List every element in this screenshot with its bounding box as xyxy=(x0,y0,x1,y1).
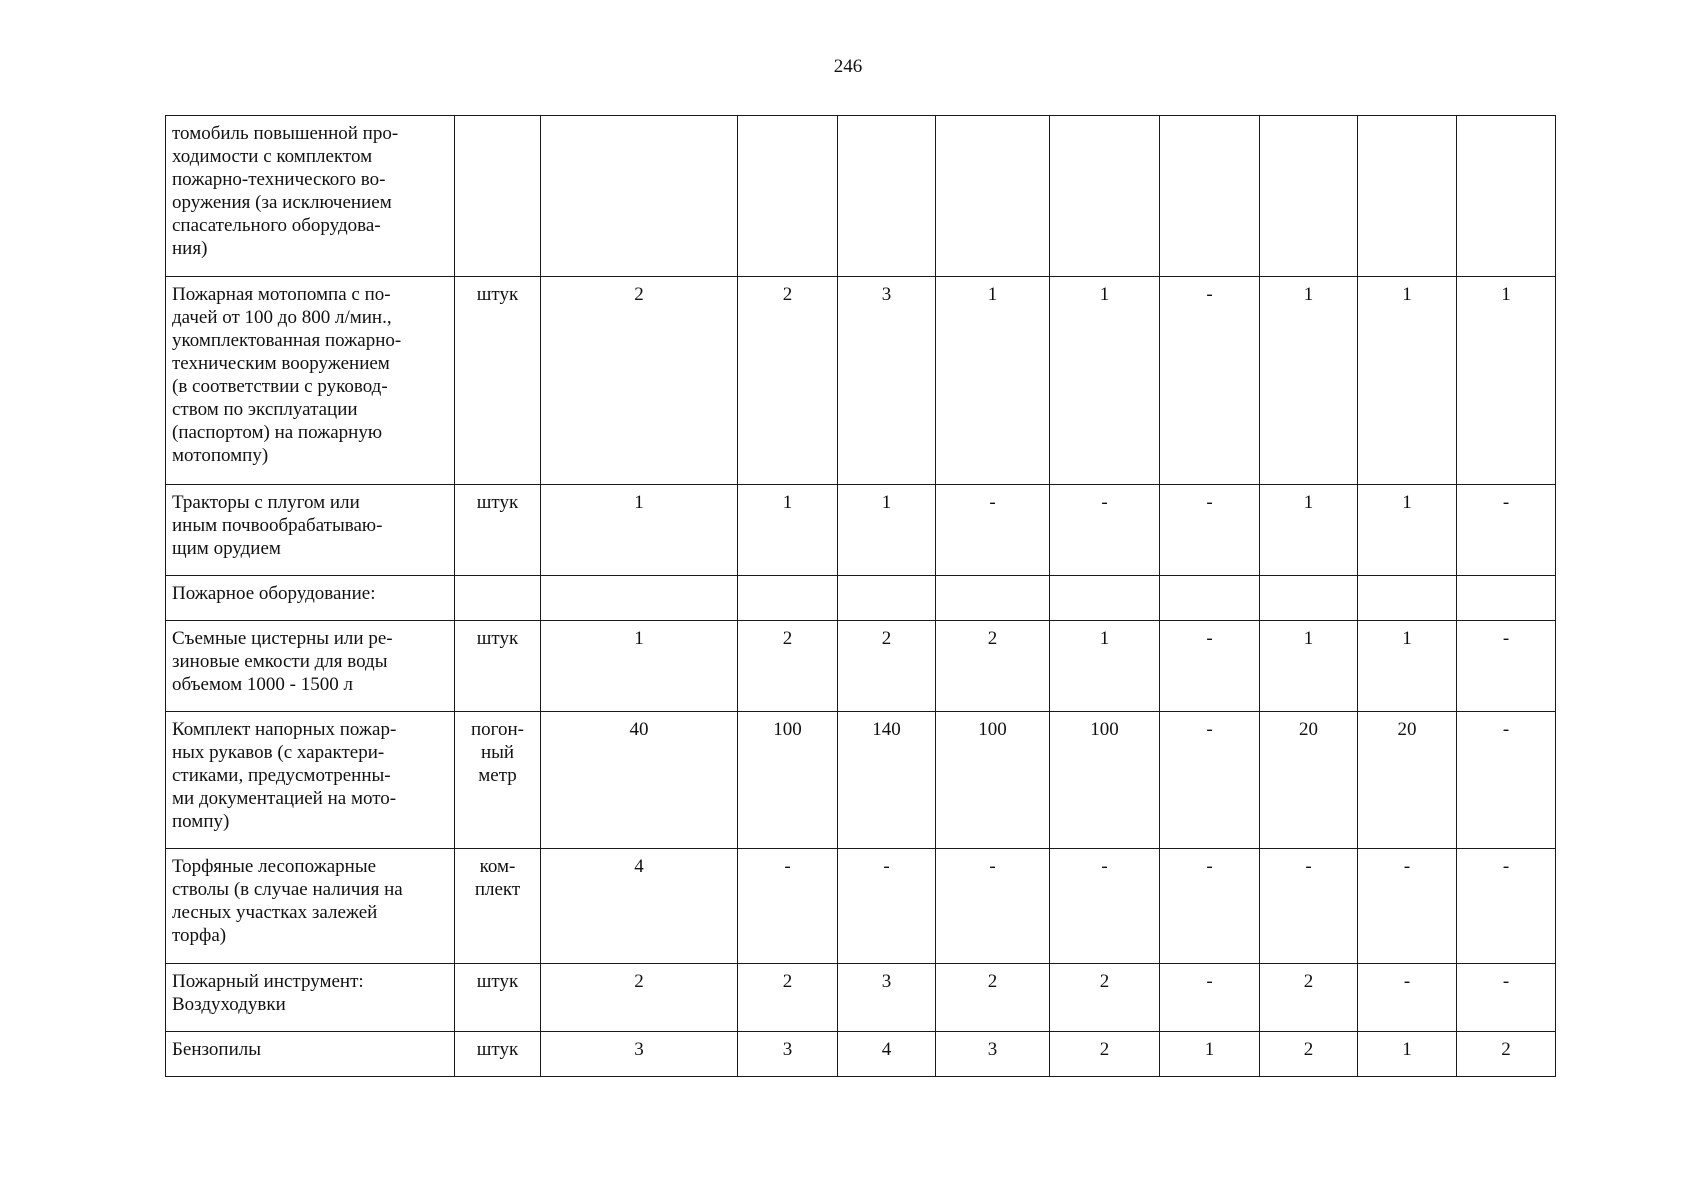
value-text: 2 xyxy=(1501,1039,1511,1060)
value-text: 2 xyxy=(782,628,793,649)
value-cell xyxy=(1457,1032,1556,1077)
value-cell xyxy=(1050,277,1160,485)
value-cell xyxy=(1160,485,1260,576)
value-text: 3 xyxy=(782,1039,793,1060)
value-text: - xyxy=(1502,492,1510,513)
value-text: 2 xyxy=(1099,971,1110,992)
value-cell xyxy=(838,849,936,964)
value-cell xyxy=(1160,849,1260,964)
value-cell xyxy=(738,964,838,1032)
value-text: 1 xyxy=(1204,1039,1215,1060)
value-cell xyxy=(541,1032,738,1077)
value-cell xyxy=(541,621,738,712)
table-row xyxy=(166,621,1556,712)
value-cell xyxy=(1260,964,1358,1032)
value-cell xyxy=(1358,621,1457,712)
value-cell xyxy=(936,485,1050,576)
value-cell xyxy=(838,576,936,621)
value-text: - xyxy=(1403,971,1411,992)
value-text: - xyxy=(989,492,996,513)
value-cell xyxy=(838,1032,936,1077)
value-text: - xyxy=(1206,628,1213,649)
value-cell xyxy=(1457,621,1556,712)
value-cell xyxy=(1457,116,1556,277)
value-text: 20 xyxy=(1299,719,1318,740)
table-row xyxy=(166,277,1556,485)
item-name: Бензопилы xyxy=(172,1039,261,1060)
value-cell xyxy=(738,1032,838,1077)
value-text: - xyxy=(1502,628,1510,649)
value-text: - xyxy=(1206,971,1213,992)
value-text: 2 xyxy=(987,628,998,649)
value-text: 3 xyxy=(634,1039,644,1060)
unit-label: штук xyxy=(476,284,519,305)
value-cell xyxy=(1457,964,1556,1032)
value-cell xyxy=(1050,485,1160,576)
value-cell xyxy=(738,485,838,576)
value-text: 20 xyxy=(1397,719,1417,740)
value-cell xyxy=(936,1032,1050,1077)
value-text: 2 xyxy=(1303,971,1314,992)
value-cell xyxy=(838,116,936,277)
value-text: - xyxy=(1206,719,1213,740)
value-cell xyxy=(1050,621,1160,712)
table-row xyxy=(166,964,1556,1032)
value-text: - xyxy=(1502,719,1510,740)
value-text: 1 xyxy=(881,492,892,513)
value-text: - xyxy=(1305,856,1312,877)
value-text: 1 xyxy=(987,284,998,305)
value-cell xyxy=(1160,1032,1260,1077)
value-cell xyxy=(541,116,738,277)
value-cell xyxy=(738,116,838,277)
item-name-cell xyxy=(166,964,455,1032)
value-cell xyxy=(1457,485,1556,576)
unit-label: ком- плект xyxy=(474,856,521,900)
table-row xyxy=(166,1032,1556,1077)
table-row xyxy=(166,849,1556,964)
value-cell xyxy=(1050,1032,1160,1077)
value-cell xyxy=(1050,849,1160,964)
unit-cell xyxy=(455,576,541,621)
unit-cell xyxy=(455,964,541,1032)
value-cell xyxy=(1050,712,1160,849)
unit-cell xyxy=(455,116,541,277)
item-name-cell xyxy=(166,277,455,485)
value-cell xyxy=(1260,621,1358,712)
unit-label: штук xyxy=(476,492,519,513)
value-cell xyxy=(936,712,1050,849)
value-cell xyxy=(1160,621,1260,712)
value-text: 1 xyxy=(634,492,644,513)
value-cell xyxy=(838,964,936,1032)
value-cell xyxy=(1160,116,1260,277)
value-text: 3 xyxy=(881,284,892,305)
page-number: 246 xyxy=(833,56,863,77)
value-cell xyxy=(541,485,738,576)
value-text: 2 xyxy=(634,971,644,992)
unit-cell xyxy=(455,621,541,712)
value-text: - xyxy=(1101,492,1108,513)
value-text: 1 xyxy=(1303,492,1314,513)
unit-cell xyxy=(455,849,541,964)
value-cell xyxy=(1050,964,1160,1032)
value-text: - xyxy=(883,856,890,877)
value-cell xyxy=(838,621,936,712)
value-text: 2 xyxy=(987,971,998,992)
value-text: - xyxy=(1502,971,1510,992)
value-cell xyxy=(1260,1032,1358,1077)
value-text: 3 xyxy=(987,1039,998,1060)
value-text: 4 xyxy=(634,856,644,877)
value-cell xyxy=(738,849,838,964)
value-cell xyxy=(1160,712,1260,849)
item-name-cell xyxy=(166,1032,455,1077)
value-cell xyxy=(1358,712,1457,849)
table-row xyxy=(166,712,1556,849)
value-text: - xyxy=(1502,856,1510,877)
value-text: 1 xyxy=(1402,492,1412,513)
value-text: 140 xyxy=(872,719,901,740)
value-cell xyxy=(838,712,936,849)
value-cell xyxy=(541,849,738,964)
value-text: 3 xyxy=(881,971,892,992)
value-cell xyxy=(1358,485,1457,576)
value-text: 1 xyxy=(1303,284,1314,305)
value-cell xyxy=(1260,576,1358,621)
unit-label: штук xyxy=(476,971,519,992)
value-text: - xyxy=(1206,284,1213,305)
unit-label: погон- ный метр xyxy=(471,719,524,786)
value-cell xyxy=(1050,576,1160,621)
value-cell xyxy=(541,277,738,485)
value-cell xyxy=(1050,116,1160,277)
item-name-cell xyxy=(166,485,455,576)
unit-cell xyxy=(455,277,541,485)
value-text: 2 xyxy=(782,284,793,305)
value-text: 2 xyxy=(634,284,644,305)
value-text: 100 xyxy=(978,719,1007,740)
value-cell xyxy=(936,849,1050,964)
item-name: Пожарное оборудование: xyxy=(172,583,376,604)
item-name-cell xyxy=(166,712,455,849)
item-name-cell xyxy=(166,576,455,621)
item-name: Пожарный инструмент: Воздуходувки xyxy=(172,971,364,1015)
item-name: Тракторы с плугом или иным почвообрабатываю- щим орудием xyxy=(172,492,383,559)
unit-label: штук xyxy=(476,1039,519,1060)
value-cell xyxy=(1358,576,1457,621)
value-text: - xyxy=(1403,856,1411,877)
item-name-cell xyxy=(166,849,455,964)
value-text: 1 xyxy=(634,628,644,649)
table-body xyxy=(166,116,1556,1077)
value-text: 4 xyxy=(881,1039,892,1060)
value-cell xyxy=(1160,964,1260,1032)
value-text: 1 xyxy=(1402,284,1412,305)
value-cell xyxy=(1457,277,1556,485)
value-cell xyxy=(1160,576,1260,621)
value-text: - xyxy=(989,856,996,877)
item-name: Пожарная мотопомпа с по- дачей от 100 до 800 л/мин., укомплектованная пожарно- техническим вооружением (в соответствии с руковод- ством по эксплуатации (паспортом) на пожарную мотопомпу) xyxy=(172,284,402,466)
value-cell xyxy=(738,621,838,712)
value-cell xyxy=(1260,485,1358,576)
value-cell xyxy=(936,621,1050,712)
value-cell xyxy=(936,277,1050,485)
value-cell xyxy=(1160,277,1260,485)
value-text: 1 xyxy=(1402,1039,1412,1060)
value-cell xyxy=(541,712,738,849)
item-name: Комплект напорных пожар- ных рукавов (с характери- стиками, предусмотренны- ми документацией на мото- помпу) xyxy=(172,719,397,832)
value-text: 1 xyxy=(782,492,793,513)
item-name: Съемные цистерны или ре- зиновые емкости для воды объемом 1000 - 1500 л xyxy=(172,628,393,695)
value-cell xyxy=(1260,116,1358,277)
value-text: 1 xyxy=(1501,284,1511,305)
value-text: 1 xyxy=(1303,628,1314,649)
value-cell xyxy=(738,277,838,485)
equipment-table xyxy=(165,115,1556,1077)
value-text: 2 xyxy=(881,628,892,649)
value-cell xyxy=(1260,849,1358,964)
unit-cell xyxy=(455,485,541,576)
value-text: - xyxy=(1101,856,1108,877)
value-text: 100 xyxy=(773,719,802,740)
unit-cell xyxy=(455,712,541,849)
value-cell xyxy=(1358,849,1457,964)
value-text: - xyxy=(784,856,791,877)
value-cell xyxy=(1260,712,1358,849)
value-cell xyxy=(1457,576,1556,621)
value-cell xyxy=(1457,849,1556,964)
value-cell xyxy=(541,964,738,1032)
value-cell xyxy=(936,964,1050,1032)
value-cell xyxy=(838,485,936,576)
value-cell xyxy=(936,116,1050,277)
item-name: Торфяные лесопожарные стволы (в случае наличия на лесных участках залежей торфа) xyxy=(172,856,403,946)
value-cell xyxy=(838,277,936,485)
value-text: 1 xyxy=(1402,628,1412,649)
table-row xyxy=(166,485,1556,576)
unit-label: штук xyxy=(476,628,519,649)
value-text: 1 xyxy=(1099,628,1110,649)
value-cell xyxy=(738,712,838,849)
item-name-cell xyxy=(166,621,455,712)
unit-cell xyxy=(455,1032,541,1077)
value-cell xyxy=(936,576,1050,621)
value-cell xyxy=(1260,277,1358,485)
value-cell xyxy=(1457,712,1556,849)
table-row xyxy=(166,116,1556,277)
value-text: - xyxy=(1206,856,1213,877)
value-cell xyxy=(1358,964,1457,1032)
value-text: 2 xyxy=(782,971,793,992)
item-name: томобиль повышенной про- ходимости с комплектом пожарно-технического во- оружения (за исключением спасательного оборудова- ния) xyxy=(172,123,399,259)
item-name-cell xyxy=(166,116,455,277)
value-text: 2 xyxy=(1303,1039,1314,1060)
value-text: 100 xyxy=(1090,719,1119,740)
table-row xyxy=(166,576,1556,621)
value-text: - xyxy=(1206,492,1213,513)
value-cell xyxy=(1358,116,1457,277)
value-cell xyxy=(541,576,738,621)
value-text: 1 xyxy=(1099,284,1110,305)
value-cell xyxy=(1358,1032,1457,1077)
value-cell xyxy=(738,576,838,621)
value-text: 40 xyxy=(629,719,649,740)
value-cell xyxy=(1358,277,1457,485)
value-text: 2 xyxy=(1099,1039,1110,1060)
